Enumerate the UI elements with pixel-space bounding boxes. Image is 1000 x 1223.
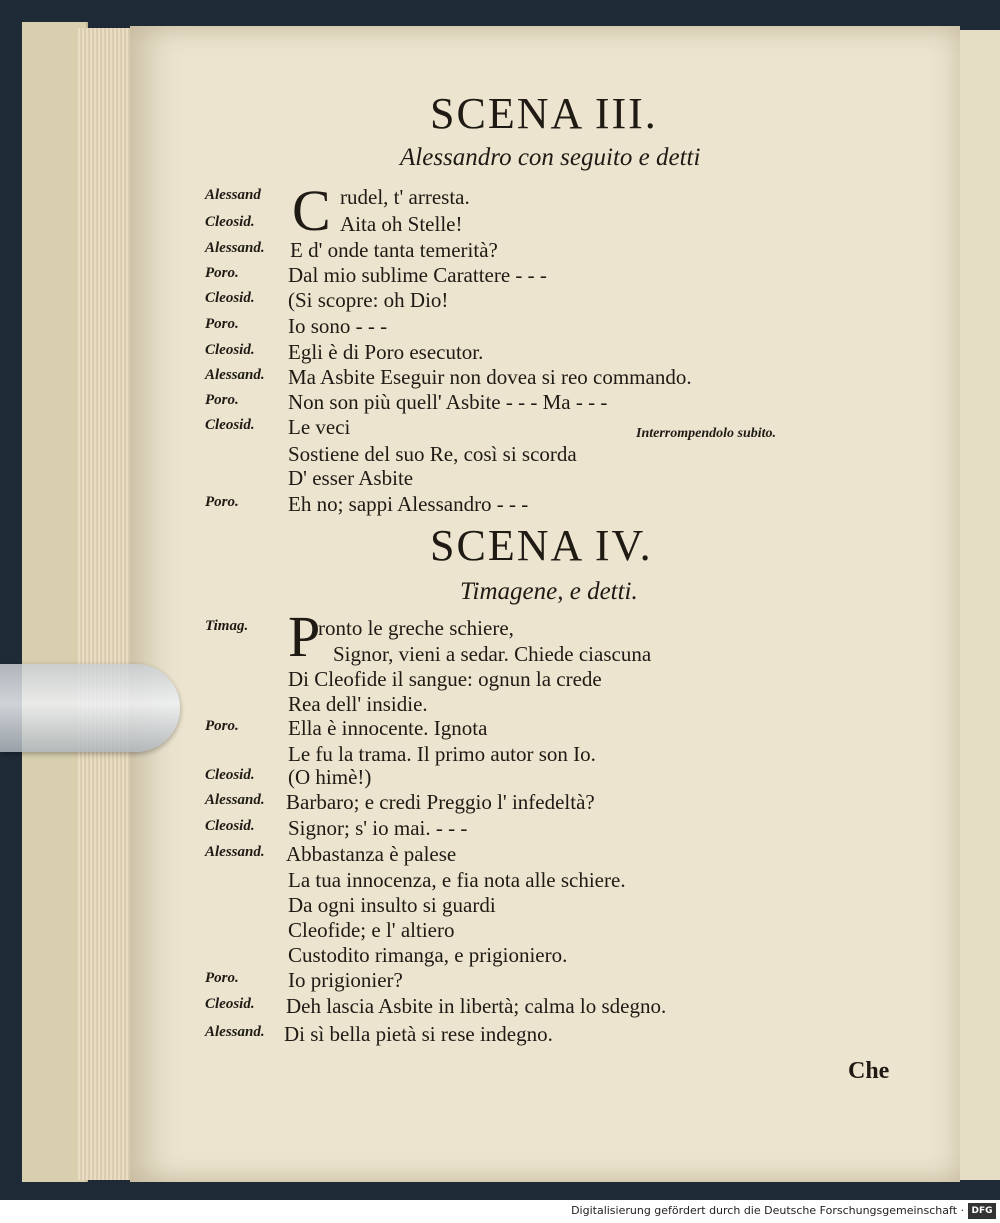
speaker-label: Timag.: [205, 618, 249, 634]
page-stack-edge: [78, 28, 138, 1180]
verse-line: ronto le greche schiere,: [318, 616, 514, 640]
verse-line: Le fu la trama. Il primo autor son Io.: [288, 742, 596, 766]
verse-line: E d' onde tanta temerità?: [290, 238, 498, 262]
verse-line: (Si scopre: oh Dio!: [288, 288, 449, 312]
verse-line: (O himè!): [288, 765, 372, 789]
speaker-label: Cleosid.: [205, 996, 255, 1012]
verse-line: La tua innocenza, e fia nota alle schiere.: [288, 868, 626, 892]
verse-line: Io prigionier?: [288, 968, 403, 992]
verse-line: Le veci: [288, 415, 351, 439]
verse-line: Rea dell' insidie.: [288, 692, 428, 716]
speaker-label: Poro.: [205, 265, 239, 281]
speaker-label: Alessand.: [205, 844, 265, 860]
stage-direction: Interrompendolo subito.: [636, 426, 777, 441]
verse-line: Custodito rimanga, e prigioniero.: [288, 943, 568, 967]
speaker-label: Poro.: [205, 970, 239, 986]
speaker-label: Alessand.: [205, 240, 265, 256]
scene-3-subheading: Alessandro con seguito e detti: [400, 144, 701, 171]
verse-line: D' esser Asbite: [288, 466, 414, 490]
verse-line: Abbastanza è palese: [286, 842, 457, 866]
verse-line: Eh no; sappi Alessandro - - -: [288, 492, 529, 516]
verse-line: Non son più quell' Asbite - - - Ma - - -: [288, 390, 608, 414]
verse-line: Egli è di Poro esecutor.: [288, 340, 484, 364]
dfg-logo-icon: DFG: [968, 1203, 996, 1219]
verse-line: Signor; s' io mai. - - -: [288, 816, 468, 840]
speaker-label: Poro.: [205, 392, 239, 408]
verse-line: Sostiene del suo Re, così si scorda: [288, 442, 577, 466]
speaker-label: Poro.: [205, 316, 239, 332]
speaker-label: Alessand.: [205, 367, 265, 383]
facing-page-edge: [955, 30, 1000, 1180]
verse-line: Aita oh Stelle!: [340, 212, 463, 236]
scene-4-subheading: Timagene, e detti.: [460, 578, 638, 605]
verse-line: Cleofide; e l' altiero: [288, 918, 455, 942]
speaker-label: Alessand: [205, 187, 261, 203]
speaker-label: Poro.: [205, 718, 239, 734]
verse-line: Dal mio sublime Carattere - - -: [288, 263, 547, 287]
speaker-label: Cleosid.: [205, 290, 255, 306]
verse-line: Io sono - - -: [288, 314, 388, 338]
speaker-label: Cleosid.: [205, 818, 255, 834]
speaker-label: Poro.: [205, 494, 239, 510]
verse-line: Ella è innocente. Ignota: [288, 716, 488, 740]
verse-line: Di Cleofide il sangue: ognun la crede: [288, 667, 602, 691]
verse-line: Ma Asbite Eseguir non dovea si reo commando.: [288, 365, 692, 389]
verse-line: Barbaro; e credi Preggio l' infedeltà?: [286, 790, 595, 814]
scene-3-dropcap: C: [292, 178, 331, 243]
scene-4-dropcap: P: [288, 604, 321, 669]
speaker-label: Alessand.: [205, 1024, 265, 1040]
speaker-label: Cleosid.: [205, 214, 255, 230]
speaker-label: Cleosid.: [205, 342, 255, 358]
clear-page-clip: [0, 664, 180, 752]
verse-line: Da ogni insulto si guardi: [288, 893, 496, 917]
footer-bar: [0, 1200, 1000, 1223]
verse-line: Di sì bella pietà si rese indegno.: [284, 1022, 553, 1046]
scene-4-heading: SCENA IV.: [430, 521, 653, 570]
catchword: Che: [848, 1058, 890, 1084]
verse-line: Deh lascia Asbite in libertà; calma lo sdegno.: [286, 994, 667, 1018]
verse-line: rudel, t' arresta.: [340, 185, 470, 209]
speaker-label: Alessand.: [205, 792, 265, 808]
verse-line: Signor, vieni a sedar. Chiede ciascuna: [333, 642, 652, 666]
speaker-label: Cleosid.: [205, 417, 255, 433]
speaker-label: Cleosid.: [205, 767, 255, 783]
funding-credit: Digitalisierung gefördert durch die Deutsche Forschungsgemeinschaft ·: [571, 1204, 964, 1217]
scene-3-heading: SCENA III.: [430, 89, 658, 138]
